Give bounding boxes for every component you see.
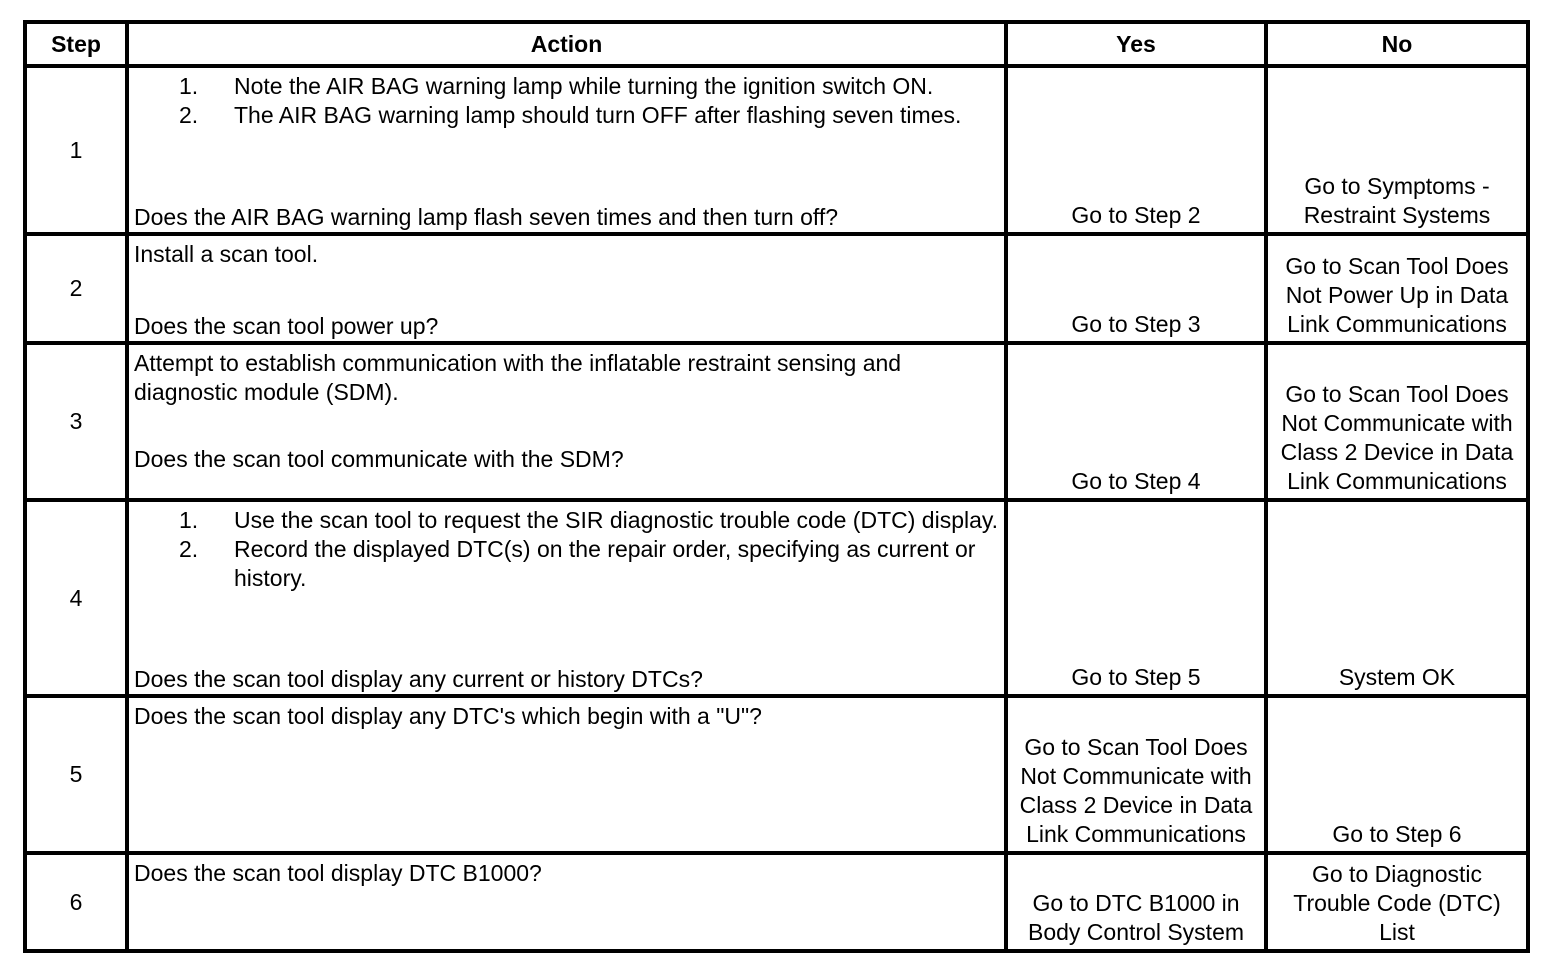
action-cell (127, 500, 1006, 696)
no-outcome: Go to Scan Tool Does Not Power Up in Data Link Communications (1266, 234, 1528, 343)
action-steps (134, 506, 999, 593)
action-cell (127, 853, 1006, 951)
list-text: Note the AIR BAG warning lamp while turning the ignition switch ON. (234, 73, 934, 99)
step-number: 6 (25, 853, 127, 951)
diagnostic-table-container (23, 20, 1526, 953)
action-steps (134, 72, 999, 130)
header-no: No (1266, 22, 1528, 66)
list-text: Use the scan tool to request the SIR diagnostic trouble code (DTC) display. (234, 507, 999, 533)
no-outcome: Go to Symptoms - Restraint Systems (1266, 66, 1528, 234)
action-cell (127, 343, 1006, 500)
header-action: Action (127, 22, 1006, 66)
list-number: 1. (179, 507, 199, 533)
action-cell (127, 696, 1006, 853)
yes-outcome: Go to Step 5 (1006, 500, 1266, 696)
no-outcome: Go to Step 6 (1266, 696, 1528, 853)
question-text: Does the scan tool display DTC B1000? (134, 860, 542, 886)
step-number: 2 (25, 234, 127, 343)
action-intro: Attempt to establish communication with the inflatable restraint sensing and diagnostic module (SDM). (134, 350, 902, 405)
no-outcome: Go to Diagnostic Trouble Code (DTC) List (1266, 853, 1528, 951)
header-row (25, 22, 1528, 66)
list-number: 1. (179, 73, 199, 99)
list-number: 2. (179, 536, 199, 562)
step-number: 4 (25, 500, 127, 696)
table-row (25, 853, 1528, 951)
question-text: Does the AIR BAG warning lamp flash seven times and then turn off? (134, 204, 839, 230)
action-cell (127, 66, 1006, 234)
question-text: Does the scan tool display any current or history DTCs? (134, 666, 703, 692)
yes-outcome: Go to Scan Tool Does Not Communicate with Class 2 Device in Data Link Communications (1006, 696, 1266, 853)
question-text: Does the scan tool display any DTC's which begin with a "U"? (134, 703, 762, 729)
list-number: 2. (179, 102, 199, 128)
step-number: 5 (25, 696, 127, 853)
table-row (25, 234, 1528, 343)
list-item (134, 535, 999, 593)
yes-outcome: Go to DTC B1000 in Body Control System (1006, 853, 1266, 951)
yes-outcome: Go to Step 3 (1006, 234, 1266, 343)
header-yes: Yes (1006, 22, 1266, 66)
table-row (25, 500, 1528, 696)
diagnostic-table (23, 20, 1530, 953)
yes-outcome: Go to Step 4 (1006, 343, 1266, 500)
question-text: Does the scan tool communicate with the SDM? (134, 446, 624, 472)
yes-outcome: Go to Step 2 (1006, 66, 1266, 234)
list-text: The AIR BAG warning lamp should turn OFF after flashing seven times. (234, 102, 962, 128)
step-number: 1 (25, 66, 127, 234)
list-item (134, 101, 999, 130)
step-number: 3 (25, 343, 127, 500)
action-cell (127, 234, 1006, 343)
table-row (25, 343, 1528, 500)
no-outcome: Go to Scan Tool Does Not Communicate with Class 2 Device in Data Link Communications (1266, 343, 1528, 500)
list-item (134, 506, 999, 535)
no-outcome: System OK (1266, 500, 1528, 696)
question-text: Does the scan tool power up? (134, 313, 439, 339)
action-intro: Install a scan tool. (134, 241, 319, 267)
table-row (25, 66, 1528, 234)
table-row (25, 696, 1528, 853)
list-item (134, 72, 999, 101)
header-step: Step (25, 22, 127, 66)
list-text: Record the displayed DTC(s) on the repair order, specifying as current or history. (234, 536, 976, 591)
